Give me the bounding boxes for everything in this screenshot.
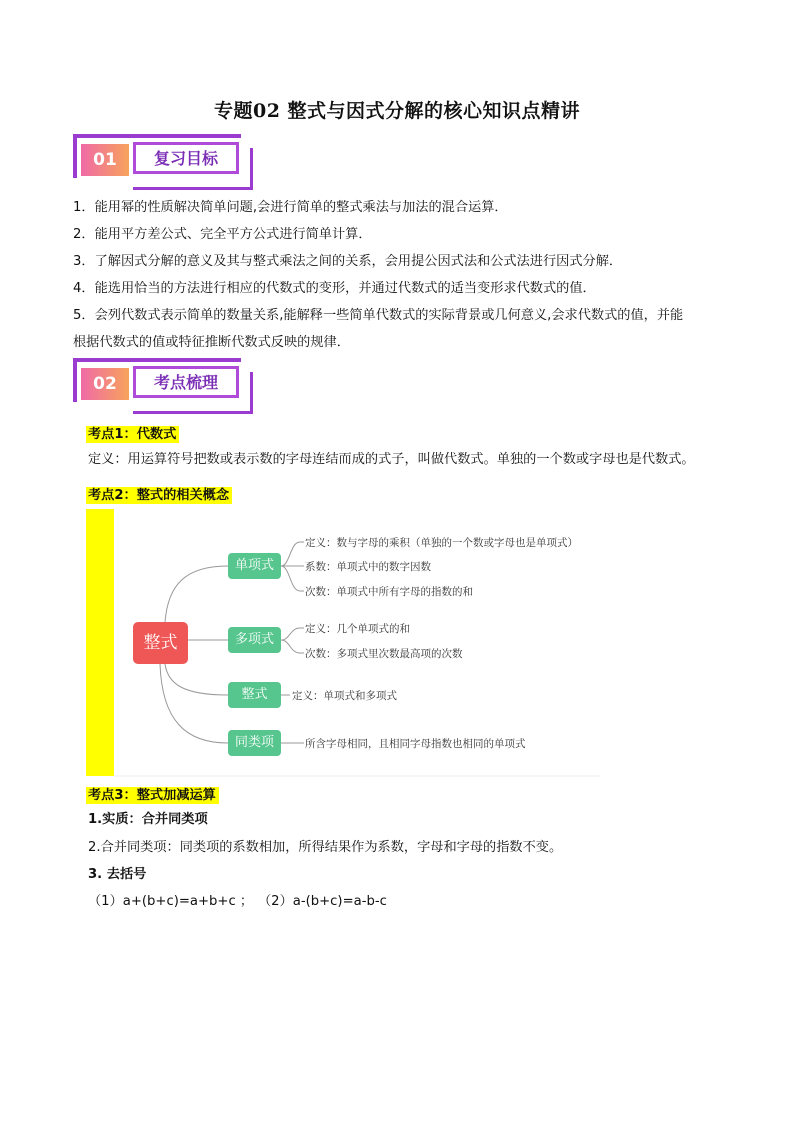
mindmap-leaf: 所含字母相同，且相同字母指数也相同的单项式 bbox=[305, 738, 526, 750]
mindmap-leaf: 系数：单项式中的数字因数 bbox=[305, 561, 431, 573]
goal-item: 3．了解因式分解的意义及其与整式乘法之间的关系，会用提公因式法和公式法进行因式分解． bbox=[73, 254, 623, 269]
connector bbox=[160, 664, 228, 743]
section-number: 01 bbox=[81, 144, 129, 176]
mindmap-leaf: 次数：多项式里次数最高项的次数 bbox=[305, 648, 463, 660]
goal-item: 4．能选用恰当的方法进行相应的代数式的变形，并通过代数式的适当变形求代数式的值． bbox=[73, 281, 596, 296]
mindmap-leaf: 次数：单项式中所有字母的指数的和 bbox=[305, 586, 473, 598]
mindmap-node-monomial: 单项式 bbox=[228, 553, 281, 579]
point-3-heading: 考点3：整式加减运算 bbox=[86, 784, 219, 803]
point-1-heading: 考点1：代数式 bbox=[86, 423, 179, 442]
goal-item: 1．能用幂的性质解决简单问题,会进行简单的整式乘法与加法的混合运算． bbox=[73, 200, 508, 215]
mindmap-root-node: 整式 bbox=[133, 622, 188, 664]
section-label: 考点梳理 bbox=[133, 366, 239, 398]
mindmap-node-polynomial: 多项式 bbox=[228, 627, 281, 653]
point-3-item-3: 3. 去括号 bbox=[88, 867, 147, 882]
mindmap-leaf: 定义：数与字母的乘积（单独的一个数或字母也是单项式） bbox=[305, 537, 578, 549]
goal-item-continuation: 根据代数式的值或特征推断代数式反映的规律． bbox=[73, 335, 350, 350]
point-2-heading: 考点2：整式的相关概念 bbox=[86, 484, 232, 503]
goal-item: 2．能用平方差公式、完全平方公式进行简单计算． bbox=[73, 227, 372, 242]
mindmap-node-integral-expression: 整式 bbox=[228, 682, 281, 708]
mindmap-leaf: 定义：单项式和多项式 bbox=[292, 690, 397, 702]
point-1-definition: 定义：用运算符号把数或表示数的字母连结而成的式子，叫做代数式。单独的一个数或字母也是代数式。 bbox=[88, 452, 695, 467]
point-3-item-2: 2.合并同类项：同类项的系数相加，所得结果作为系数，字母和字母的指数不变。 bbox=[88, 840, 563, 855]
goal-item: 5．会列代数式表示简单的数量关系,能解释一些简单代数式的实际背景或几何意义,会求代数式的值，并能 bbox=[73, 308, 684, 323]
formula-1: （1）a+(b+c)=a+b+c ； bbox=[88, 894, 254, 909]
connector bbox=[165, 664, 228, 695]
connector bbox=[165, 566, 228, 622]
section-number: 02 bbox=[81, 368, 129, 400]
mindmap-leaf: 定义：几个单项式的和 bbox=[305, 623, 410, 635]
formula-2: （2）a-(b+c)=a-b-c bbox=[258, 894, 387, 909]
point-3-item-1: 1.实质：合并同类项 bbox=[88, 812, 208, 827]
section-label: 复习目标 bbox=[133, 142, 239, 174]
page-title: 专题02 整式与因式分解的核心知识点精讲 bbox=[213, 100, 581, 122]
mindmap-node-like-terms: 同类项 bbox=[228, 730, 281, 756]
